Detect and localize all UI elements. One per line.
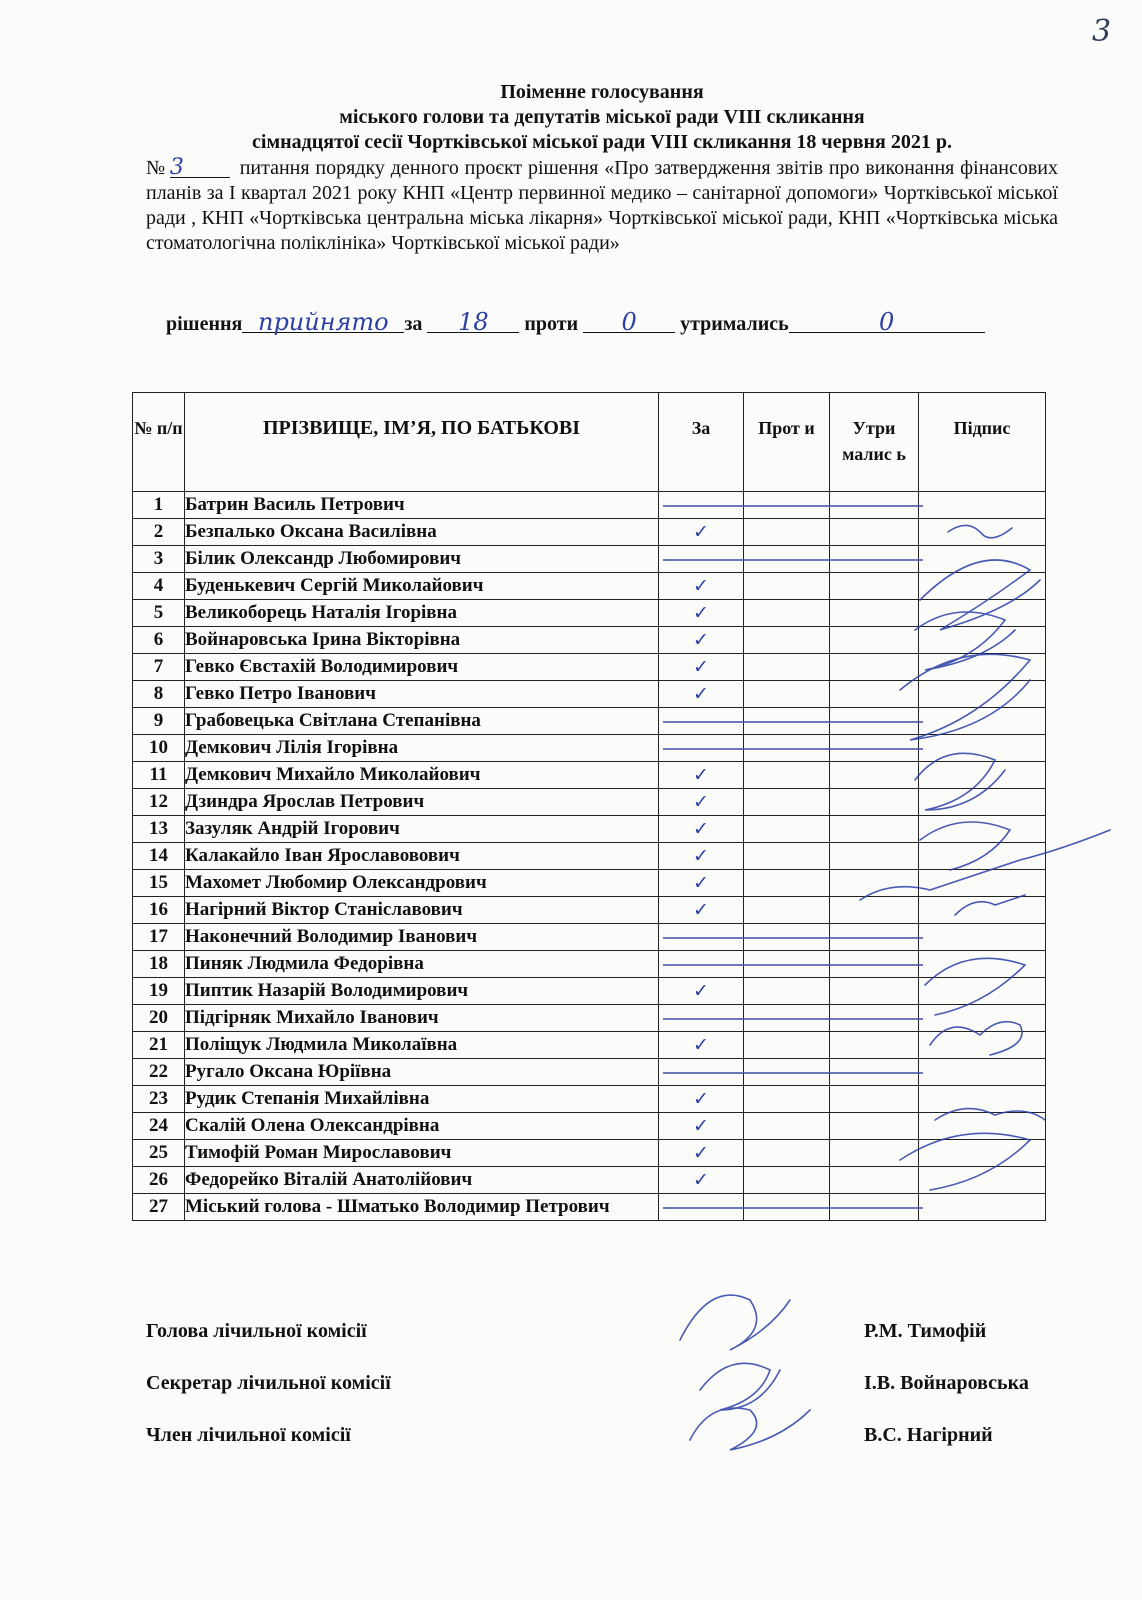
deputy-name: Дзиндра Ярослав Петрович	[185, 789, 659, 816]
row-number: 22	[133, 1059, 185, 1086]
deputy-name: Махомет Любомир Олександрович	[185, 870, 659, 897]
vote-abstained-cell	[830, 1113, 919, 1140]
vote-for-cell	[659, 627, 744, 654]
table-row	[133, 681, 1046, 708]
abstained-label: утримались	[680, 313, 789, 335]
vote-for-cell	[659, 1005, 744, 1032]
table-row	[133, 627, 1046, 654]
deputy-name: Гевко Євстахій Володимирович	[185, 654, 659, 681]
deputy-name: Федорейко Віталій Анатолійович	[185, 1167, 659, 1194]
deputy-name: Наконечний Володимир Іванович	[185, 924, 659, 951]
deputy-name: Поліщук Людмила Миколаївна	[185, 1032, 659, 1059]
vote-against-cell	[744, 627, 830, 654]
against-label: проти	[524, 313, 579, 335]
deputy-name: Батрин Василь Петрович	[185, 492, 659, 519]
vote-abstained-cell	[830, 789, 919, 816]
row-number: 25	[133, 1140, 185, 1167]
roll-call-table	[132, 392, 1046, 1221]
vote-for-cell	[659, 1167, 744, 1194]
vote-for-cell	[659, 681, 744, 708]
vote-for-cell	[659, 654, 744, 681]
check-mark-icon: ✓	[693, 521, 709, 543]
vote-for-cell	[659, 843, 744, 870]
table-header-row	[133, 393, 1046, 492]
vote-against-cell	[744, 681, 830, 708]
row-number: 20	[133, 1005, 185, 1032]
vote-for-cell	[659, 924, 744, 951]
col-name-header: ПРІЗВИЩЕ, ІМ’Я, ПО БАТЬКОВІ	[185, 393, 659, 492]
signature-cell	[919, 1167, 1046, 1194]
check-mark-icon: ✓	[693, 899, 709, 921]
col-abstained-header: Утри малис ь	[830, 393, 919, 492]
vote-for-cell	[659, 1086, 744, 1113]
row-number: 24	[133, 1113, 185, 1140]
vote-abstained-cell	[830, 654, 919, 681]
row-number: 5	[133, 600, 185, 627]
signature-cell	[919, 924, 1046, 951]
vote-abstained-cell	[830, 627, 919, 654]
check-mark-icon: ✓	[693, 872, 709, 894]
commission-row	[146, 1424, 1046, 1450]
absent-dash-line	[663, 721, 923, 723]
vote-abstained-cell	[830, 519, 919, 546]
vote-against-cell	[744, 816, 830, 843]
row-number: 18	[133, 951, 185, 978]
question-prefix: №	[146, 157, 166, 179]
deputy-name: Скалій Олена Олександрівна	[185, 1113, 659, 1140]
vote-for-cell	[659, 789, 744, 816]
vote-abstained-cell	[830, 978, 919, 1005]
page-number: 3	[1092, 14, 1112, 49]
deputy-name: Зазуляк Андрій Ігорович	[185, 816, 659, 843]
deputy-name: Демкович Лілія Ігорівна	[185, 735, 659, 762]
agenda-question	[146, 156, 1058, 256]
table-row	[133, 762, 1046, 789]
signature-cell	[919, 816, 1046, 843]
table-row	[133, 1167, 1046, 1194]
signature-cell	[919, 546, 1046, 573]
table-row	[133, 600, 1046, 627]
check-mark-icon: ✓	[693, 602, 709, 624]
against-count: 0	[583, 312, 675, 333]
vote-for-cell	[659, 519, 744, 546]
table-row	[133, 843, 1046, 870]
signature-cell	[919, 654, 1046, 681]
table-row	[133, 546, 1046, 573]
row-number: 16	[133, 897, 185, 924]
table-row	[133, 1086, 1046, 1113]
row-number: 11	[133, 762, 185, 789]
row-number: 14	[133, 843, 185, 870]
absent-dash-line	[663, 1207, 923, 1209]
signature-cell	[919, 762, 1046, 789]
deputy-name: Нагірний Віктор Станіславович	[185, 897, 659, 924]
deputy-name: Білик Олександр Любомирович	[185, 546, 659, 573]
col-against-header: Прот и	[744, 393, 830, 492]
deputy-name: Ругало Оксана Юріївна	[185, 1059, 659, 1086]
check-mark-icon: ✓	[693, 1115, 709, 1137]
deputy-name: Войнаровська Ірина Вікторівна	[185, 627, 659, 654]
deputy-name: Безпалько Оксана Василівна	[185, 519, 659, 546]
abstained-count: 0	[789, 312, 985, 333]
vote-for-cell	[659, 870, 744, 897]
table-row	[133, 1005, 1046, 1032]
col-number-header: № п/п	[133, 393, 185, 492]
row-number: 8	[133, 681, 185, 708]
question-number: 3	[170, 159, 230, 178]
deputy-name: Рудик Степанія Михайлівна	[185, 1086, 659, 1113]
table-row	[133, 978, 1046, 1005]
check-mark-icon: ✓	[693, 1034, 709, 1056]
vote-against-cell	[744, 897, 830, 924]
absent-dash-line	[663, 1072, 923, 1074]
check-mark-icon: ✓	[693, 980, 709, 1002]
vote-against-cell	[744, 1086, 830, 1113]
check-mark-icon: ✓	[693, 1088, 709, 1110]
signature-cell	[919, 1113, 1046, 1140]
table-row	[133, 924, 1046, 951]
vote-against-cell	[744, 843, 830, 870]
row-number: 2	[133, 519, 185, 546]
vote-abstained-cell	[830, 816, 919, 843]
vote-against-cell	[744, 762, 830, 789]
row-number: 27	[133, 1194, 185, 1221]
decision-line	[166, 308, 1056, 336]
signature-cell	[919, 681, 1046, 708]
col-for-header: За	[659, 393, 744, 492]
table-row	[133, 897, 1046, 924]
vote-abstained-cell	[830, 1140, 919, 1167]
vote-against-cell	[744, 1167, 830, 1194]
signature-cell	[919, 708, 1046, 735]
deputy-name: Пиптик Назарій Володимирович	[185, 978, 659, 1005]
table-row	[133, 654, 1046, 681]
signature-cell	[919, 627, 1046, 654]
decision-label: рішення	[166, 313, 243, 335]
vote-against-cell	[744, 870, 830, 897]
vote-for-cell	[659, 1032, 744, 1059]
row-number: 6	[133, 627, 185, 654]
table-row	[133, 816, 1046, 843]
vote-for-cell	[659, 762, 744, 789]
vote-against-cell	[744, 1140, 830, 1167]
commission-role: Член лічильної комісії	[146, 1424, 351, 1446]
signature-cell	[919, 1032, 1046, 1059]
vote-for-cell	[659, 897, 744, 924]
signature-cell	[919, 843, 1046, 870]
check-mark-icon: ✓	[693, 791, 709, 813]
commission-member-name: І.В. Войнаровська	[864, 1372, 1029, 1394]
signature-cell	[919, 789, 1046, 816]
signature-cell	[919, 951, 1046, 978]
vote-abstained-cell	[830, 843, 919, 870]
table-row	[133, 1113, 1046, 1140]
signature-cell	[919, 519, 1046, 546]
table-row	[133, 708, 1046, 735]
table-row	[133, 951, 1046, 978]
commission-role: Голова лічильної комісії	[146, 1320, 367, 1342]
deputy-name: Калакайло Іван Ярославовович	[185, 843, 659, 870]
row-number: 13	[133, 816, 185, 843]
vote-abstained-cell	[830, 1167, 919, 1194]
absent-dash-line	[663, 559, 923, 561]
check-mark-icon: ✓	[693, 764, 709, 786]
commission-row	[146, 1372, 1046, 1398]
vote-abstained-cell	[830, 762, 919, 789]
row-number: 3	[133, 546, 185, 573]
vote-for-cell	[659, 1059, 744, 1086]
vote-abstained-cell	[830, 870, 919, 897]
table-row	[133, 1032, 1046, 1059]
signature-cell	[919, 573, 1046, 600]
vote-against-cell	[744, 1113, 830, 1140]
absent-dash-line	[663, 748, 923, 750]
table-row	[133, 735, 1046, 762]
row-number: 10	[133, 735, 185, 762]
row-number: 1	[133, 492, 185, 519]
table-row	[133, 1140, 1046, 1167]
vote-against-cell	[744, 789, 830, 816]
vote-for-cell	[659, 951, 744, 978]
vote-for-cell	[659, 1113, 744, 1140]
signature-cell	[919, 978, 1046, 1005]
check-mark-icon: ✓	[693, 656, 709, 678]
title-line-1: Поіменне голосування	[500, 81, 704, 103]
signature-cell	[919, 735, 1046, 762]
vote-for-cell	[659, 978, 744, 1005]
row-number: 12	[133, 789, 185, 816]
check-mark-icon: ✓	[693, 845, 709, 867]
vote-against-cell	[744, 573, 830, 600]
title-line-3: сімнадцятої сесії Чортківської міської ради VIII скликання 18 червня 2021 р.	[252, 131, 952, 153]
row-number: 4	[133, 573, 185, 600]
signature-cell	[919, 1140, 1046, 1167]
table-row	[133, 789, 1046, 816]
row-number: 23	[133, 1086, 185, 1113]
vote-for-cell	[659, 708, 744, 735]
absent-dash-line	[663, 1018, 923, 1020]
signature-cell	[919, 1005, 1046, 1032]
check-mark-icon: ✓	[693, 1169, 709, 1191]
col-signature-header: Підпис	[919, 393, 1046, 492]
vote-abstained-cell	[830, 1032, 919, 1059]
signature-cell	[919, 1194, 1046, 1221]
absent-dash-line	[663, 937, 923, 939]
absent-dash-line	[663, 505, 923, 507]
vote-abstained-cell	[830, 573, 919, 600]
signature-cell	[919, 600, 1046, 627]
check-mark-icon: ✓	[693, 629, 709, 651]
document-header	[146, 80, 1058, 256]
vote-abstained-cell	[830, 600, 919, 627]
deputy-name: Підгірняк Михайло Іванович	[185, 1005, 659, 1032]
table-row	[133, 1194, 1046, 1221]
row-number: 9	[133, 708, 185, 735]
deputy-name: Буденькевич Сергій Миколайович	[185, 573, 659, 600]
table-row	[133, 1059, 1046, 1086]
signature-cell	[919, 1059, 1046, 1086]
vote-against-cell	[744, 519, 830, 546]
check-mark-icon: ✓	[693, 683, 709, 705]
commission-row	[146, 1320, 1046, 1346]
vote-abstained-cell	[830, 897, 919, 924]
deputy-name: Гевко Петро Іванович	[185, 681, 659, 708]
signature-cell	[919, 1086, 1046, 1113]
vote-for-cell	[659, 1194, 744, 1221]
table-row	[133, 519, 1046, 546]
signature-cell	[919, 870, 1046, 897]
vote-against-cell	[744, 600, 830, 627]
table-row	[133, 870, 1046, 897]
deputy-name: Великоборець Наталія Ігорівна	[185, 600, 659, 627]
check-mark-icon: ✓	[693, 575, 709, 597]
deputy-name: Тимофій Роман Мирославович	[185, 1140, 659, 1167]
deputy-name: Грабовецька Світлана Степанівна	[185, 708, 659, 735]
vote-against-cell	[744, 1032, 830, 1059]
decision-value: прийнято	[242, 312, 404, 333]
question-text: питання порядку денного проєкт рішення «Про затвердження звітів про виконання фінансових планів за І квартал 2021 року КНП «Центр первинної медико – санітарної допомоги» Чортківської міської ради , КНП «Чортківська центральна міська лікарня» Чортківської міської ради, КНП «Чортківська міська стоматологічна поліклініка» Чортківської міської ради»	[146, 157, 1059, 254]
check-mark-icon: ✓	[693, 1142, 709, 1164]
vote-for-cell	[659, 600, 744, 627]
vote-abstained-cell	[830, 681, 919, 708]
vote-for-cell	[659, 816, 744, 843]
vote-against-cell	[744, 978, 830, 1005]
vote-for-cell	[659, 1140, 744, 1167]
absent-dash-line	[663, 964, 923, 966]
row-number: 19	[133, 978, 185, 1005]
vote-for-cell	[659, 492, 744, 519]
deputy-name: Міський голова - Шматько Володимир Петрович	[185, 1194, 659, 1221]
deputy-name: Пиняк Людмила Федорівна	[185, 951, 659, 978]
signature-cell	[919, 897, 1046, 924]
commission-role: Секретар лічильної комісії	[146, 1372, 391, 1394]
for-label: за	[404, 313, 423, 335]
signature-cell	[919, 492, 1046, 519]
table-row	[133, 492, 1046, 519]
check-mark-icon: ✓	[693, 818, 709, 840]
vote-for-cell	[659, 735, 744, 762]
row-number: 17	[133, 924, 185, 951]
vote-for-cell	[659, 546, 744, 573]
row-number: 21	[133, 1032, 185, 1059]
title-line-2: міського голови та депутатів міської ради VIII скликання	[339, 106, 865, 128]
vote-abstained-cell	[830, 1086, 919, 1113]
for-count: 18	[427, 312, 519, 333]
table-row	[133, 573, 1046, 600]
vote-for-cell	[659, 573, 744, 600]
deputy-name: Демкович Михайло Миколайович	[185, 762, 659, 789]
row-number: 26	[133, 1167, 185, 1194]
row-number: 15	[133, 870, 185, 897]
row-number: 7	[133, 654, 185, 681]
commission-member-name: В.С. Нагірний	[864, 1424, 993, 1446]
vote-against-cell	[744, 654, 830, 681]
commission-member-name: Р.М. Тимофій	[864, 1320, 987, 1342]
